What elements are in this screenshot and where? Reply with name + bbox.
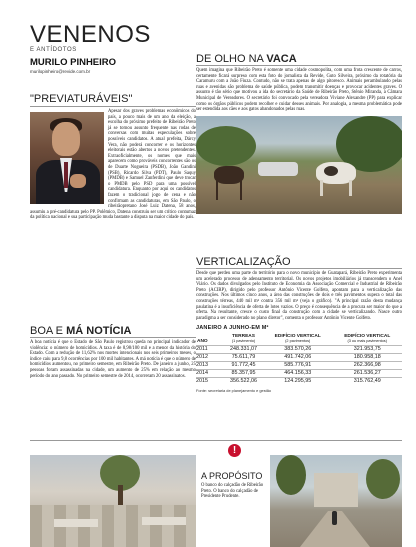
street-bench-photo: [30, 455, 196, 547]
table-cell: 383.570,26: [263, 346, 333, 354]
article-verticalizacao: [196, 256, 402, 393]
article-a-proposito: [201, 471, 265, 500]
cow-photo-cow-legs: [320, 180, 352, 196]
table-source: Fonte: secretaria de planejamento e gestão: [196, 388, 272, 394]
author-byline: [30, 58, 190, 74]
table-cell-year: 2014: [196, 370, 224, 378]
cow-photo-horse-legs: [216, 180, 242, 200]
column-title: VENENOS: [30, 21, 151, 48]
column-subtitle: E ANTÍDOTOS: [30, 47, 77, 53]
author-email: murilopinheiro@revide.com.br: [30, 69, 91, 74]
cow-photo-cow-spot: [324, 166, 338, 176]
construction-table: [196, 333, 402, 385]
article-boa-heading-plain: BOA E: [30, 325, 64, 337]
article-boa-body: A boa notícia é que o Estado de São Paulo registrou queda no principal indicador de violência: o número de homicídios. A taxa é de 8,98/100 mil e a menor da história do Estado. Com a redução de 11,62% nos mortes intencionais nos seis primeiros meses, o índice caiu para 9,8 ocorrências por 100 mil habitantes. A má notícia é que o número de homicídios aumentou, no primeiro semestre, em Ribeirão Preto. De janeiro a junho, 25 pessoas foram assassinadas na cidade, um aumento de 25% em relação ao mesmo período do ano passado. No primeiro semestre de 2014, ocorreram 20 assassinatos.: [30, 340, 196, 379]
article-previaveis-body: Apesar dos graves problemas econômicos do país, a pouco mais de um ano da eleição, a escolha do próximo prefeito de Ribeirão Preto já se tornou assunto frequente nas rodas de conversas com muitas especulações sobre possíveis candidatos. A atual prefeita, Dárcy Vera, não poderá concorrer e os horizontes eleitorais estão abertos a novos pretendentes. Extraoficialmente, os nomes que mais aparecem como prováveis concorrentes são os de Duarte Nogueira (PSDB), João Gandini (PSB), Ricardo Silva (PDT), Paulo Saquy (PMDB) e Samuel Zanferdini que deve trocar o PMDB pelo PSD para uma possível candidatura. Enquanto por aqui os candidatos fazem o tradicional jogo de cena e não confirmam as candidaturas, em São Paulo, o ribeirãopretano José Luiz Datena, 58 anos, assumiu a pré-candidatura pelo PP. Polêmico, Datena construiu ser um crítico contumaz da política nacional e sua participação muda bastante a disputa na maior cidade do país.: [30, 109, 196, 221]
table-cell: 180.958,18: [332, 354, 402, 362]
table-cell: 464.156,33: [263, 370, 333, 378]
bottom-divider: [30, 440, 402, 454]
article-vert-body: Desde que perdeu uma parte do território para o novo município de Guatapará, Ribeirão Preto experimenta um acelerado processo de adensamento territorial. Os novos projetos imobiliários já transcendem o Anel Viário. Os dados divulgados pelo Instituto de Economia da Associação Comercial e Industrial de Ribeirão Preto (ACIRP), dirigido pelo professor Antônio Vicente Golfeto, apontam para a verticalização das construções. Nos últimos cinco anos, a área das construções de dois e três pavimentos supera o total das construções térreas, 440 mil m² contra 356 mil m² (veja o gráfico). "A principal razão desta mudança paulatina é a insuficiência de oferta de lotes vazios. O preço é consequência de a procura ser maior do que a oferta. Na resultante, cresce o custo final da construção com a cidade se verticalizando. Nasce outro paradigma a ser considerado no plano diretor", comenta o professor Antônio Vicente Golfeto.: [196, 271, 402, 321]
plaza-photo-building: [314, 473, 358, 507]
table-cell: 248.331,07: [224, 346, 263, 354]
article-olho-heading-plain: DE OLHO NA: [196, 53, 264, 65]
table-row: [196, 378, 402, 386]
table-row: [196, 370, 402, 378]
table-cell: 315.762,49: [332, 378, 402, 386]
article-previaveis-heading-text: "PREVIATURÁVEIS": [30, 93, 133, 105]
table-cell: 262.366,98: [332, 362, 402, 370]
table-row: [196, 362, 402, 370]
street-photo-bench: [142, 517, 186, 525]
article-olho-heading: [196, 53, 402, 66]
author-name: MURILO PINHEIRO: [30, 57, 117, 68]
article-apro-body: O banco do calçadão de Ribeirão Preto. O banco do calçadão de Presidente Prudente.: [201, 483, 264, 500]
portrait-tie: [64, 162, 68, 188]
table-cell-year: 2011: [196, 346, 224, 354]
article-apro-heading: A PROPÓSITO: [201, 471, 263, 481]
street-photo-bench: [54, 519, 98, 527]
table-cell: 356.522,06: [224, 378, 263, 386]
article-previaveis-heading: [30, 93, 196, 107]
plaza-photo-palm: [366, 459, 400, 499]
table-row: [196, 346, 402, 354]
table-cell: 321.953,75: [332, 346, 402, 354]
table-header-row: [196, 333, 402, 346]
table-cell: 75.611,79: [224, 354, 263, 362]
article-olho-heading-bold: VACA: [266, 53, 297, 65]
table-cell: 261.536,27: [332, 370, 402, 378]
cow-photo-tree: [196, 126, 256, 166]
article-boa-heading: [30, 325, 196, 338]
column-masthead: [30, 21, 190, 53]
article-olho: [196, 53, 402, 214]
table-header-vertical-2: EDIFÍCIO VERTICAL (2 pavimentos): [274, 334, 321, 344]
cow-photo-car: [258, 162, 298, 176]
table-cell: 85.357,95: [224, 370, 263, 378]
plaza-photo: [270, 455, 402, 547]
table-cell: 585.776,91: [263, 362, 333, 370]
table-cell: 491.742,06: [263, 354, 333, 362]
table-header-ano: ANO: [197, 339, 208, 345]
portrait-photo: [30, 112, 104, 204]
table-title: JANEIRO A JUNHO-EM M²: [196, 325, 269, 332]
article-boa-heading-bold: MÁ NOTÍCIA: [66, 325, 132, 337]
table-cell: 91.772,45: [224, 362, 263, 370]
table-cell: 124.295,95: [263, 378, 333, 386]
table-cell-year: 2013: [196, 362, 224, 370]
table-header-terreas: TERREAS (1 pavimento): [231, 334, 256, 344]
table-row: [196, 354, 402, 362]
exclamation-icon: !: [228, 444, 241, 457]
portrait-face: [52, 122, 80, 156]
plaza-photo-person: [332, 511, 337, 525]
article-olho-body: Quem imagina que Ribeirão Preto é somente uma cidade cosmopolita, com uma frota crescente de carros, certamente ficará surpreso com esta foto do jornalista da Revide, Guto Silveira, próximo da rotatória da Caramuru com a João Fiuza. Contudo, não se trata apenas de algo pitoresco. Animais perambulando pelas ruas e avenidas são problema de saúde pública, podem transmitir doenças e provocar acidentes graves. O assunto é tão sério que motivou a ida do secretário da Saúde de Ribeirão Preto, Stênio Miranda, à Câmara Municipal de Vereadores. O secretário foi convocado pela vereadora Viviane Alexandre (PP) para explicar como os órgãos públicos podem recolher e cuidar desses animais. Por analogia, a mesma problemática pode ser estendida aos cães e aos gatos abandonados pelas ruas.: [196, 68, 402, 113]
plaza-photo-palm: [276, 455, 306, 495]
cow-photo: [196, 116, 402, 214]
article-boa-ma-noticia: [30, 325, 196, 379]
portrait-hand: [70, 174, 86, 188]
table-cell-year: 2015: [196, 378, 224, 386]
table-cell-year: 2012: [196, 354, 224, 362]
article-previaveis: [30, 93, 196, 221]
table-header-vertical-3: EDIFÍCIO VERTICAL (3 ou mais pavimentos): [344, 334, 391, 344]
article-vert-heading: VERTICALIZAÇÃO: [196, 256, 402, 269]
